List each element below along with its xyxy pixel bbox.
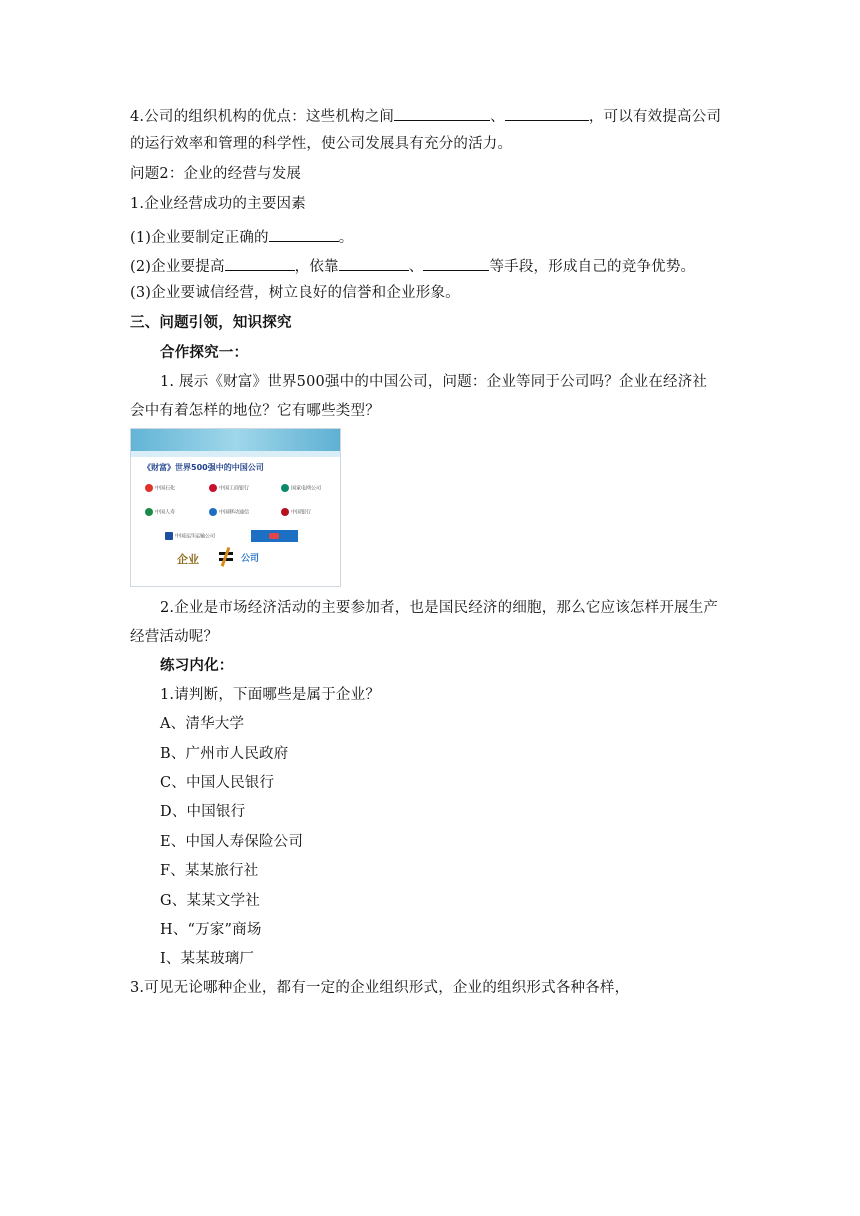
section-3-heading: 三、问题引领，知识探究 xyxy=(130,314,292,331)
factor-1-suffix: 。 xyxy=(338,230,354,246)
fortune-500-slide-image xyxy=(130,428,341,587)
factor-1 xyxy=(130,225,730,248)
factor-2-mid1: ，依靠 xyxy=(294,259,339,275)
not-equal-sign xyxy=(219,547,233,567)
practice-heading: 练习内化： xyxy=(160,657,234,674)
factor-2 xyxy=(130,254,730,277)
item-1-line-1: 1. 展示《财富》世界500强中的中国公司，问题：企业等同于公司吗？企业在经济社 xyxy=(160,374,708,390)
factors-title: 1.企业经营成功的主要因素 xyxy=(130,196,306,212)
option-e: E、中国人寿保险公司 xyxy=(160,834,304,850)
logo-icbc: 中国工商银行 xyxy=(209,484,249,493)
blank-4[interactable] xyxy=(225,254,295,271)
q4-suffix: ，可以有效提高公司 xyxy=(588,109,722,125)
option-h: H、“万家”商场 xyxy=(160,922,262,938)
item-2-line-2: 经营活动呢？ xyxy=(130,629,219,645)
q4-prefix: 4.公司的组织机构的优点：这些机构之间 xyxy=(130,109,395,125)
logo-bar xyxy=(251,530,298,542)
coop-heading: 合作探究一： xyxy=(160,344,249,361)
slide-word-enterprise: 企业 xyxy=(177,553,199,566)
option-c: C、中国人民银行 xyxy=(160,775,275,791)
blank-6[interactable] xyxy=(423,254,489,271)
q4-continuation: 的运行效率和管理的科学性，使公司发展具有充分的活力。 xyxy=(130,136,513,152)
factor-2-mid2: 、 xyxy=(408,259,424,275)
slide-banner-strip xyxy=(131,451,340,457)
option-i: I、某某玻璃厂 xyxy=(160,951,255,967)
blank-1[interactable] xyxy=(394,104,490,121)
logo-cosco: 中国远洋运输公司 xyxy=(165,532,215,541)
item-3-line: 3.可见无论哪种企业，都有一定的企业组织形式，企业的组织形式各种各样， xyxy=(130,980,630,996)
q4-sep: 、 xyxy=(490,109,505,125)
logo-china-life: 中国人寿 xyxy=(145,508,175,517)
logo-sinopec: 中国石化 xyxy=(145,484,175,493)
factor-2-suffix: 等手段，形成自己的竞争优势。 xyxy=(489,259,696,275)
blank-5[interactable] xyxy=(339,254,409,271)
blank-3[interactable] xyxy=(269,225,339,242)
item-1-line-2: 会中有着怎样的地位？它有哪些类型？ xyxy=(130,403,380,419)
item-2-line-1: 2.企业是市场经济活动的主要参加者，也是国民经济的细胞，那么它应该怎样开展生产 xyxy=(160,600,719,616)
option-g: G、某某文学社 xyxy=(160,893,260,909)
problem-2-heading: 问题2：企业的经营与发展 xyxy=(130,166,302,182)
option-d: D、中国银行 xyxy=(160,804,246,820)
factor-2-text: (2)企业要提高 xyxy=(130,259,225,275)
slide-banner xyxy=(131,429,340,451)
logo-bank-of-china: 中国银行 xyxy=(281,508,311,517)
option-f: F、某某旅行社 xyxy=(160,863,259,879)
blank-2[interactable] xyxy=(505,104,589,121)
slide-word-company: 公司 xyxy=(241,554,260,564)
option-a: A、清华大学 xyxy=(160,716,245,732)
logo-china-mobile: 中国移动通信 xyxy=(209,508,249,517)
factor-1-text: (1)企业要制定正确的 xyxy=(130,230,269,246)
option-b: B、广州市人民政府 xyxy=(160,746,289,762)
slide-title: 《财富》世界500强中的中国公司 xyxy=(143,463,264,472)
q4-line xyxy=(130,104,730,127)
logo-state-grid: 国家电网公司 xyxy=(281,484,321,493)
judge-question: 1.请判断，下面哪些是属于企业？ xyxy=(160,687,381,703)
factor-3: (3)企业要诚信经营，树立良好的信誉和企业形象。 xyxy=(130,285,460,301)
